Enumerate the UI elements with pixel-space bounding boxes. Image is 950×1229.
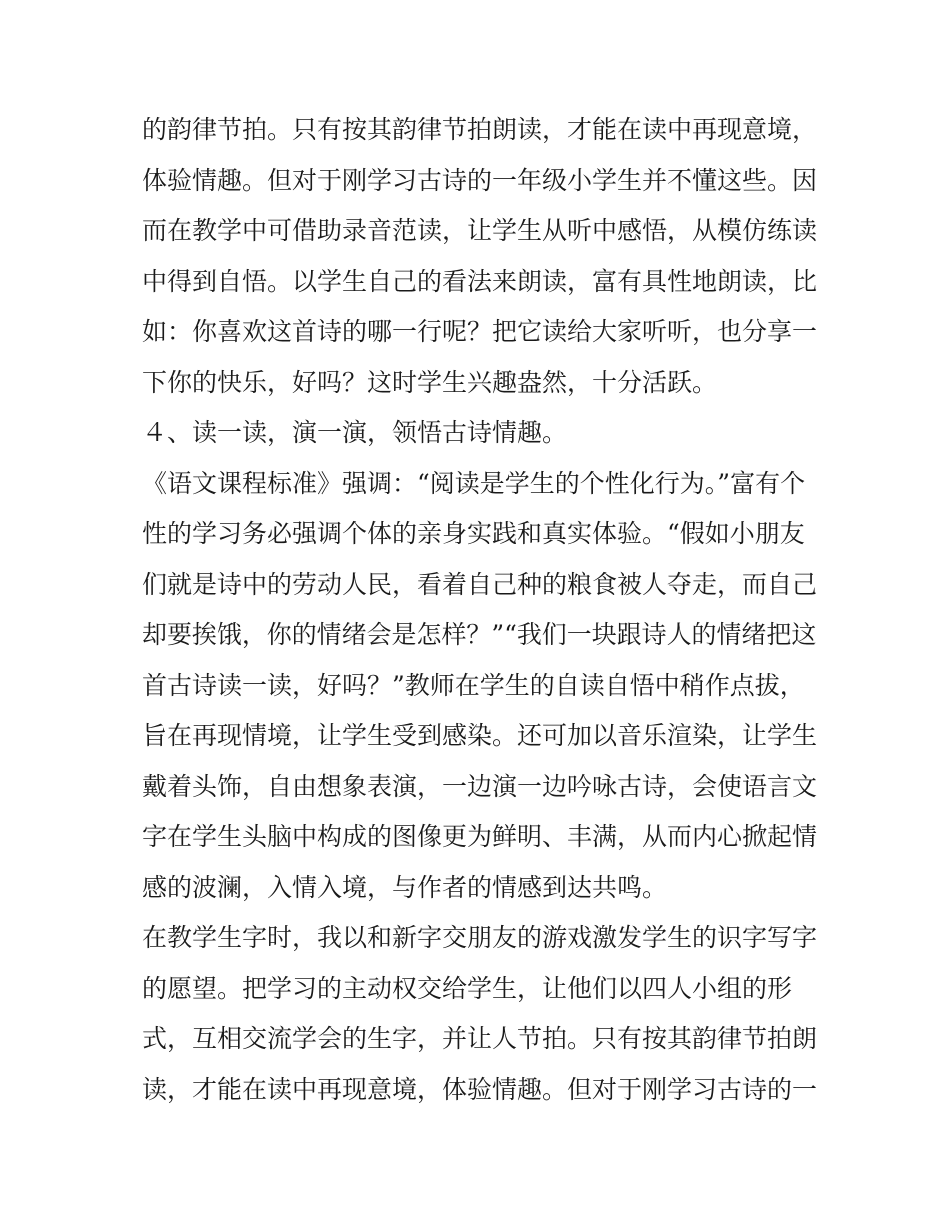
text-line-3: 而在教学中可借助录音范读，让学生从听中感悟，从模仿练读 bbox=[142, 216, 817, 245]
text-line-4: 中得到自悟。以学生自己的看法来朗读，富有具性地朗读，比 bbox=[142, 266, 817, 296]
text-line-16: 感的波澜，入情入境，与作者的情感到达共鸣。 bbox=[142, 872, 668, 902]
text-line-5: 如：你喜欢这首诗的哪一行呢？把它读给大家听听，也分享一 bbox=[142, 317, 817, 346]
text-line-19: 式，互相交流学会的生字，并让人节拍。只有按其韵律节拍朗 bbox=[142, 1024, 817, 1053]
text-line-1: 的韵律节拍。只有按其韵律节拍朗读，才能在读中再现意境， bbox=[142, 115, 817, 144]
text-line-2: 体验情趣。但对于刚学习古诗的一年级小学生并不懂这些。因 bbox=[142, 165, 817, 195]
text-line-15: 字在学生头脑中构成的图像更为鲜明、丰满，从而内心掀起情 bbox=[142, 822, 817, 851]
text-line-17: 在教学生字时，我以和新字交朋友的游戏激发学生的识字写字 bbox=[142, 923, 817, 952]
text-line-8: 《语文课程标准》强调：“阅读是学生的个性化行为。”富有个 bbox=[142, 468, 806, 498]
text-line-12: 首古诗读一读，好吗？”教师在学生的自读自悟中稍作点拔， bbox=[142, 670, 805, 700]
text-line-18: 的愿望。把学习的主动权交给学生，让他们以四人小组的形 bbox=[142, 973, 793, 1003]
text-line-11: 却要挨饿，你的情绪会是怎样？”“我们一块跟诗人的情绪把这 bbox=[142, 620, 817, 649]
section-heading: ４、读一读，演一演，领悟古诗情趣。 bbox=[142, 418, 568, 447]
text-line-14: 戴着头饰，自由想象表演，一边演一边吟咏古诗，会使语言文 bbox=[142, 771, 817, 801]
text-line-13: 旨在再现情境，让学生受到感染。还可加以音乐渲染，让学生 bbox=[142, 721, 817, 750]
body-text bbox=[142, 105, 817, 1115]
text-line-10: 们就是诗中的劳动人民，看着自己种的粮食被人夺走，而自己 bbox=[142, 569, 817, 599]
text-line-20: 读，才能在读中再现意境，体验情趣。但对于刚学习古诗的一 bbox=[142, 1074, 817, 1104]
text-line-9: 性的学习务必强调个体的亲身实践和真实体验。“假如小朋友 bbox=[142, 519, 805, 548]
text-line-6: 下你的快乐，好吗？这时学生兴趣盎然，十分活跃。 bbox=[142, 367, 718, 397]
